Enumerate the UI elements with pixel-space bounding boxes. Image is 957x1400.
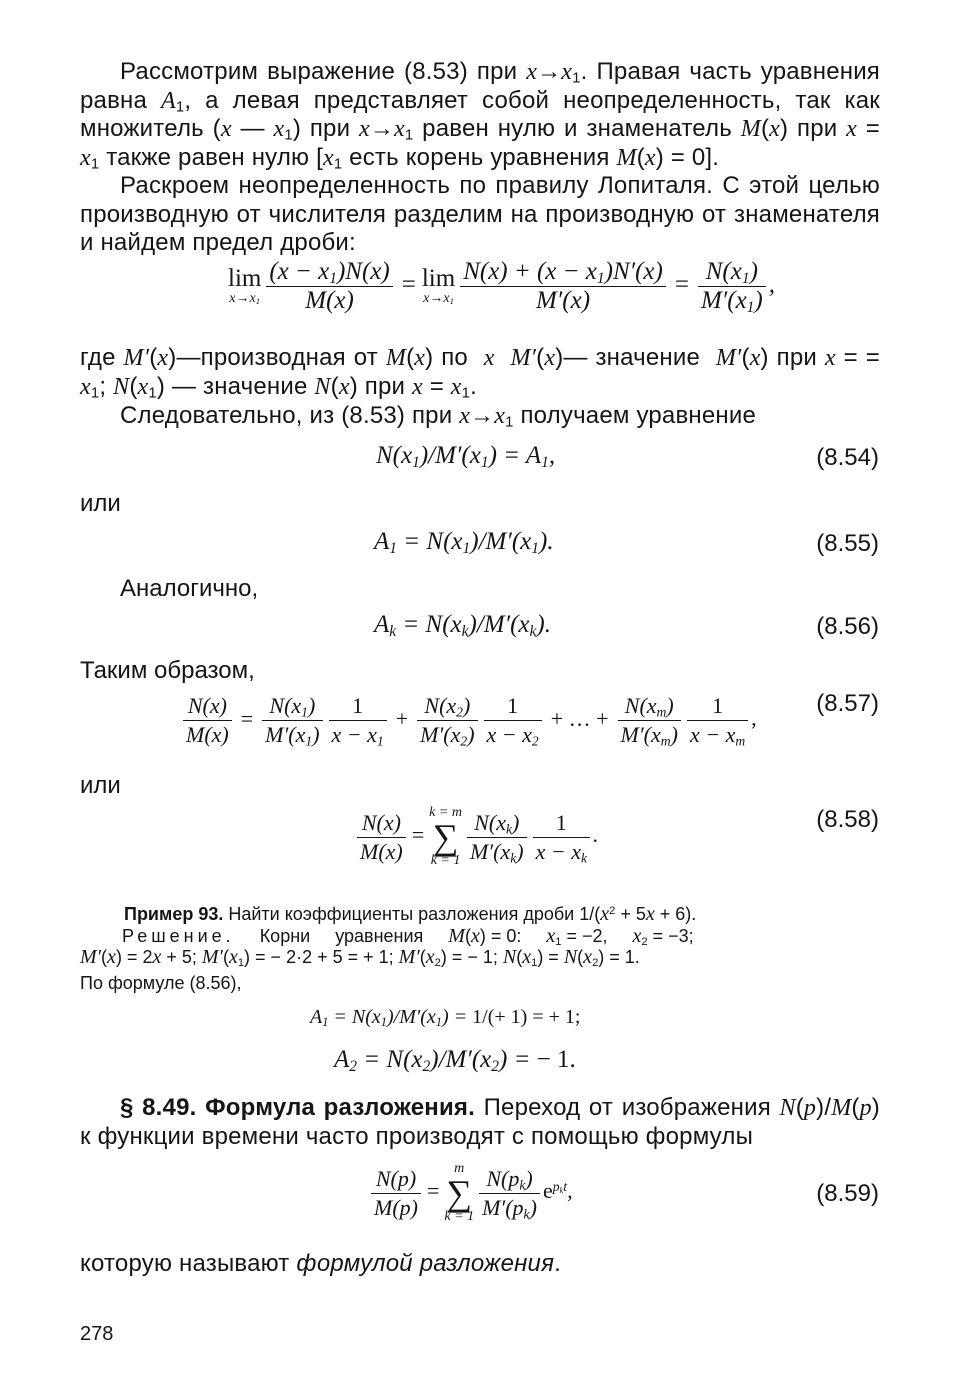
limit-equation: lim $x\to x_1$ $\frac{(x - x_1)N(x)}{M(x)}$ = lim $x\to x_1$ $\frac{N(x) + (x - x_1)N'(x)}{M'(x)}$ = $\frac{N(x_1)}{M'(x_1)}$ ,: [228, 258, 775, 316]
equation-number-8-59: (8.59): [816, 1180, 879, 1207]
example-a2: $A_2 = N(x_2)/M'(x_2)$ = − 1.: [334, 1046, 576, 1075]
equation-8-54: $N(x_1)/M'(x_1) = A_1$,: [376, 442, 556, 471]
word-ili-1: или: [80, 490, 121, 517]
page-number: 278: [80, 1323, 114, 1345]
solution-label: Решение.: [122, 926, 235, 946]
paragraph-1: Рассмотрим выражение (8.53) при $x\to x_1$. Правая часть уравнения равна $A_1$, а левая представляет собой неопределенность, так как множитель (x — $x_1$) при $x\to x_1$ равен нулю и знаменатель M(x) при $x = x_1$ также равен нулю [$x_1$ есть корень уравнения M(x) = 0].: [80, 58, 881, 173]
word-analogichno: Аналогично,: [120, 575, 259, 602]
equation-number-8-56: (8.56): [816, 613, 879, 640]
example-a1: $A_1 = N(x_1)/M'(x_1) = 1/(+ 1)$ = + 1;: [310, 1006, 581, 1030]
equation-8-56: $A_k = N(x_k)/M'(x_k)$.: [374, 611, 551, 640]
example-task: Пример 93. Найти коэффициенты разложения дроби $1/(x^2 + 5x + 6)$.: [124, 903, 697, 925]
equation-8-58: $\frac{N(x)}{M(x)}$ = k = m ∑ k = 1 $\frac{N(x_k)}{M'(x_k)}$ $\frac{1}{x - x_k}$ .: [354, 806, 599, 868]
example-solution: Решение. Корни уравнения M(x) = 0: $x_1 = -2$, $x_2 = -3$; M′(x) = 2x + 5; $M'(x_1)$ = − 2·2 + 5 = + 1; $M'(x_2)$ = − 1; $N(x_1) = N(x_2) = 1$.: [80, 925, 694, 969]
section-title: Формула разложения.: [205, 1094, 476, 1121]
by-formula: По формуле (8.56),: [80, 973, 242, 993]
word-takim-obrazom: Таким образом,: [80, 657, 255, 684]
word-ili-2: или: [80, 772, 121, 799]
equation-8-55: $A_1 = N(x_1)/M'(x_1)$.: [374, 528, 554, 557]
final-line: которую называют формулой разложения.: [80, 1250, 561, 1277]
paragraph-2: Раскроем неопределенность по правилу Лопиталя. С этой целью производную от числителя разделим на производную от знаменателя и найдем предел дроби:: [80, 172, 880, 256]
example-title: Пример 93.: [124, 904, 224, 924]
equation-number-8-57: (8.57): [816, 690, 879, 717]
section-8-49: § 8.49. Формула разложения. Переход от изображения N(p)/M(p) к функции времени часто производят с помощью формулы: [80, 1094, 880, 1150]
paragraph-3: где M′(x)—производная от M(x) по x M′(x)— значение M′(x) при x = = $x_1$; $N(x_1)$ — значение N(x) при $x = x_1$.: [80, 344, 881, 402]
equation-number-8-58: (8.58): [816, 806, 879, 833]
equation-8-59: $\frac{N(p)}{M(p)}$ = m ∑ k = 1 $\frac{N(p_k)}{M'(p_k)}$ $e^{p_kt}$,: [368, 1162, 573, 1224]
equation-number-8-55: (8.55): [816, 530, 879, 557]
equation-8-57: $\frac{N(x)}{M(x)}$ = $\frac{N(x_1)}{M'(x_1)}$ $\frac{1}{x - x_1}$ + $\frac{N(x_2)}{M'(x_2)}$ $\frac{1}{x - x_2}$ + … + $\frac{N(x_m)}{M'(x_m)}$ $\frac{1}{x - x_m}$ ,: [180, 692, 757, 749]
section-number: § 8.49.: [120, 1094, 197, 1121]
paragraph-4: Следовательно, из (8.53) при $x\to x_1$ получаем уравнение: [120, 402, 757, 431]
equation-number-8-54: (8.54): [816, 444, 879, 471]
